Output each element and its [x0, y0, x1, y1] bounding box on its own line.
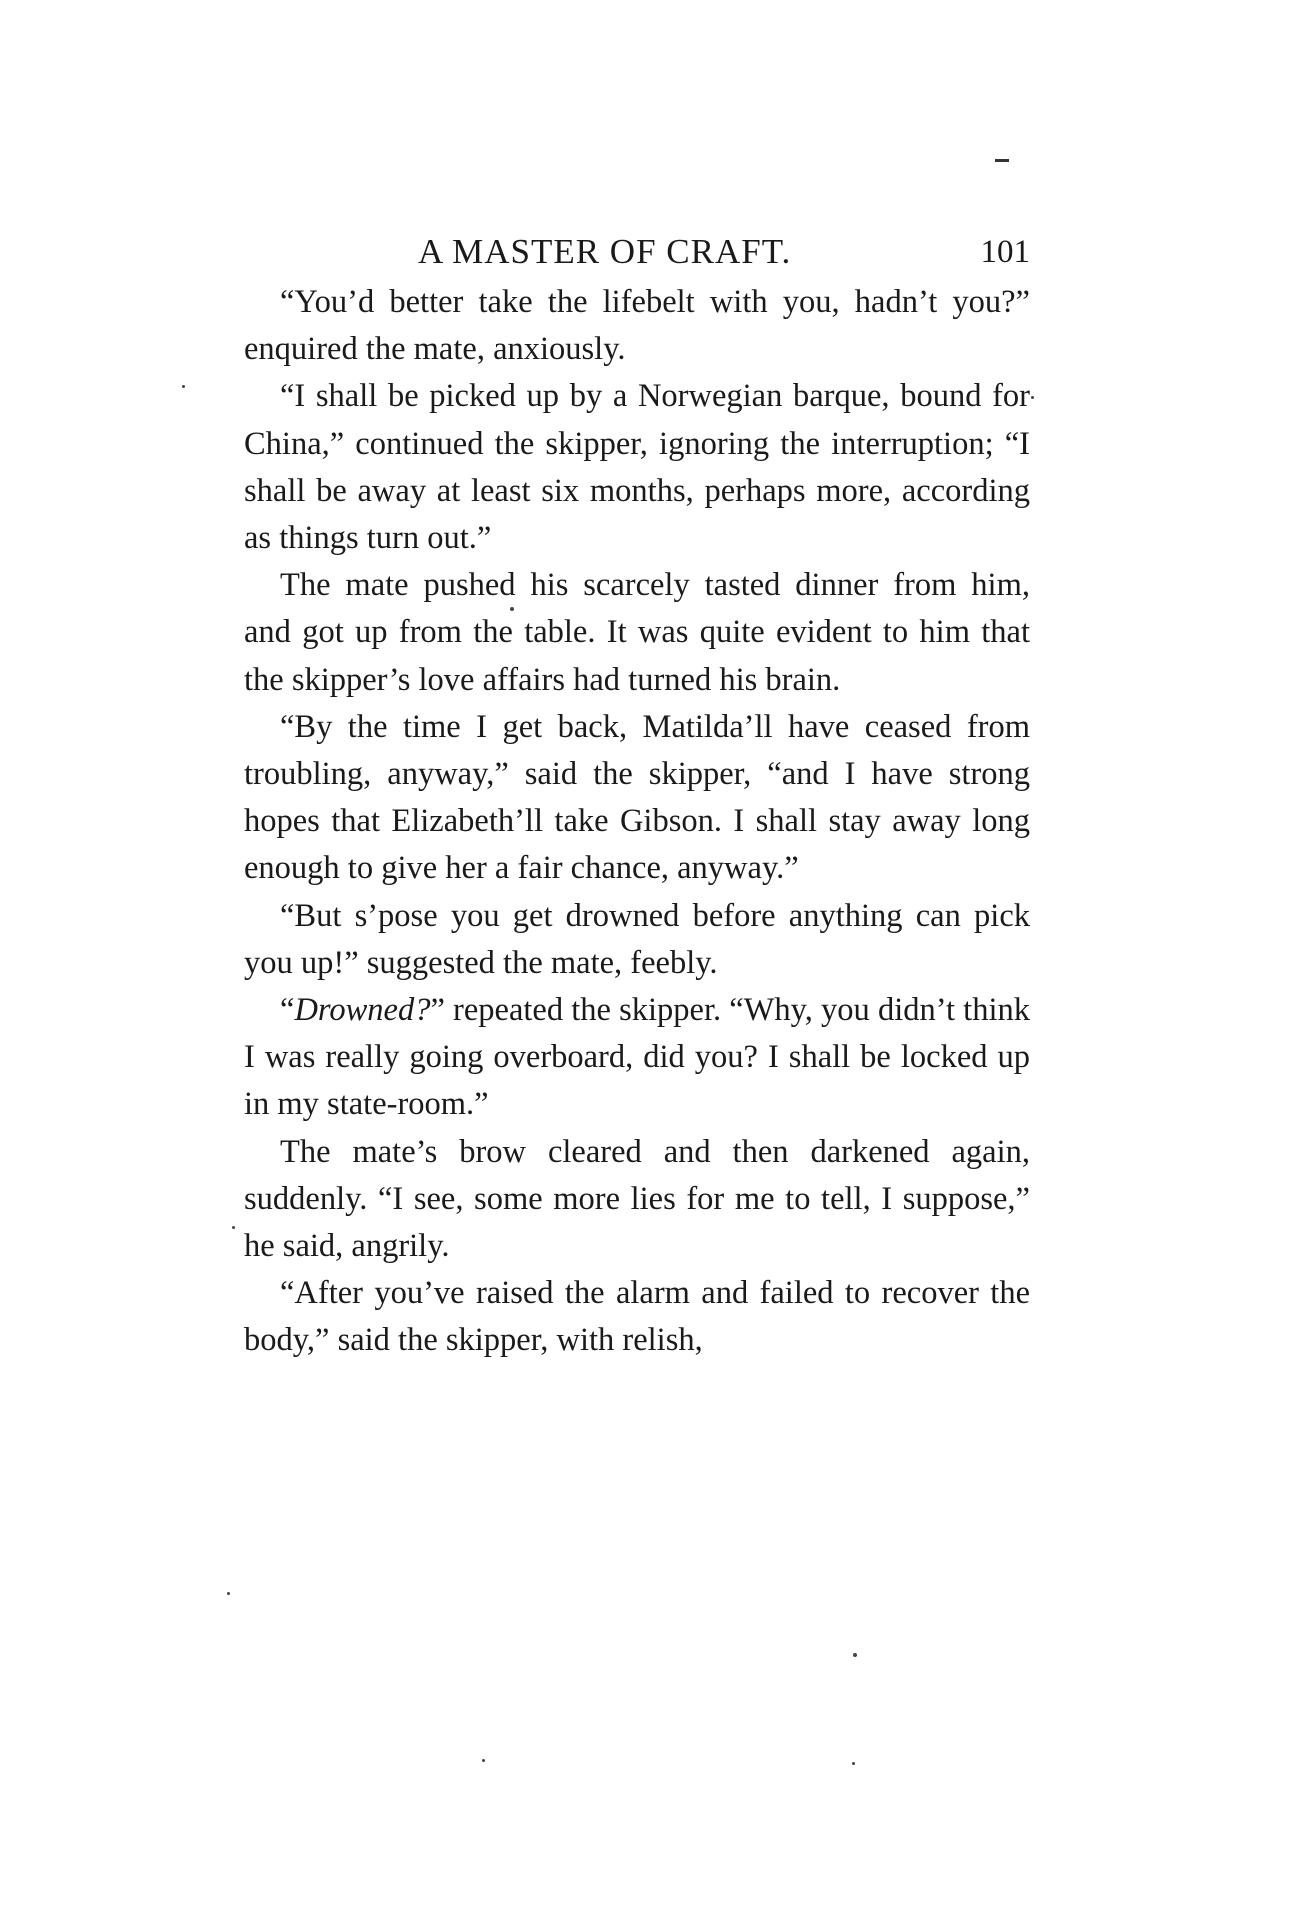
page-number: 101 — [980, 234, 1030, 270]
emphasized-word: Drowned? — [294, 992, 431, 1029]
paragraph: “By the time I get back, Matilda’ll have ceased from troubling, anyway,” said the skipper, “and I have strong hopes that Elizabeth’ll take Gibson. I shall stay away long enough to give her a fair chance, anyway.” — [244, 708, 1030, 887]
scan-speck — [510, 607, 514, 611]
paragraph: The mate’s brow cleared and then darkened again, suddenly. “I see, some more lies for me to tell, I suppose,” he said, angrily. — [244, 1133, 1030, 1265]
paragraph: “I shall be picked up by a Norwegian barque, bound for China,” continued the skipper, ignoring the interruption; “I shall be away at least six months, perhaps more, according as things turn out.” — [244, 378, 1030, 557]
page-header — [240, 232, 1030, 282]
scan-speck — [852, 1762, 855, 1765]
paragraph: “But s’pose you get drowned before anything can pick you up!” suggested the mate, feebly. — [244, 897, 1030, 981]
paragraph: The mate pushed his scarcely tasted dinner from him, and got up from the table. It was quite evident to him that the skipper’s love affairs had turned his brain. — [244, 567, 1030, 698]
open-quote: “ — [280, 992, 295, 1029]
scan-speck — [182, 385, 185, 388]
body-text — [244, 279, 1030, 1365]
scan-speck — [482, 1759, 485, 1762]
scan-speck — [853, 1653, 857, 1657]
print-mark — [995, 159, 1009, 162]
paragraph: “You’d better take the lifebelt with you, hadn’t you?” enquired the mate, anxiously. — [244, 284, 1030, 368]
paragraph — [244, 987, 1030, 1129]
paragraph: “After you’ve raised the alarm and failed to recover the body,” said the skipper, with relish, — [244, 1275, 1030, 1359]
scan-speck — [227, 1592, 230, 1595]
scan-speck — [232, 1226, 235, 1229]
paragraph-text: ” repeated the skipper. “Why, you didn’t think I was really going overboard, did you? I shall be locked up in my state-room.” — [244, 992, 1030, 1123]
scan-speck — [1031, 396, 1034, 399]
running-title: A MASTER OF CRAFT. — [418, 232, 792, 271]
